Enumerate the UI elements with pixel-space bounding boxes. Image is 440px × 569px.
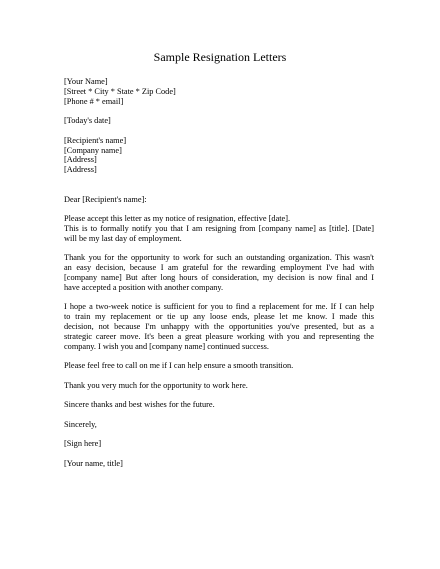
paragraph-notice	[64, 214, 374, 243]
name-title: [Your name, title]	[64, 459, 123, 469]
paragraph-line: have accepted a position with another company.	[64, 282, 224, 292]
salutation: Dear [Recipient's name]:	[64, 194, 147, 204]
closing: Sincerely,	[64, 419, 97, 429]
paragraph-gratitude: Thank you very much for the opportunity to work here.	[64, 380, 248, 390]
paragraph-line: Please accept this letter as my notice of resignation, effective [date].	[64, 214, 291, 224]
paragraph-line: [company name] But after long hours of consideration, my decision is now final and I	[64, 272, 374, 282]
paragraph-transition	[64, 302, 374, 351]
paragraph-thanks	[64, 253, 374, 292]
recipient-address-2: [Address]	[64, 165, 97, 175]
paragraph-call: Please feel free to call on me if I can help ensure a smooth transition.	[64, 361, 294, 371]
sender-name: [Your Name]	[64, 77, 108, 86]
paragraph-line: I hope a two-week notice is sufficient for you to find a replacement for me. If I can help	[64, 302, 374, 312]
signature-placeholder: [Sign here]	[64, 439, 102, 449]
sender-address: [Street * City * State * Zip Code]	[64, 86, 176, 96]
paragraph-line: will be my last day of employment.	[64, 233, 182, 243]
paragraph-line: to train my replacement or tie up any loose ends, please let me know. I made this	[64, 312, 374, 322]
paragraph-line: an easy decision, because I am grateful for the rewarding employment I've had with	[64, 263, 374, 273]
letter-date: [Today's date]	[64, 116, 111, 126]
sender-contact: [Phone # * email]	[64, 96, 124, 106]
letter-body	[64, 77, 374, 469]
paragraph-line: strategic career move. It's been a great pleasure working with you and representing the	[64, 331, 374, 341]
recipient-address-1: [Address]	[64, 155, 97, 165]
paragraph-line: Thank you for the opportunity to work for such an outstanding organization. This wasn't	[64, 253, 374, 263]
recipient-name: [Recipient's name]	[64, 135, 127, 145]
paragraph-line: decision, not because I'm unhappy with the opportunities you've presented, but as a	[64, 321, 374, 331]
recipient-company: [Company name]	[64, 145, 122, 155]
paragraph-wishes: Sincere thanks and best wishes for the future.	[64, 400, 215, 410]
paragraph-line: This is to formally notify you that I am resigning from [company name] as [title]. [Date]	[64, 223, 374, 233]
page-title: Sample Resignation Letters	[153, 50, 287, 64]
paragraph-line: company. I wish you and [company name] continued success.	[64, 341, 269, 351]
